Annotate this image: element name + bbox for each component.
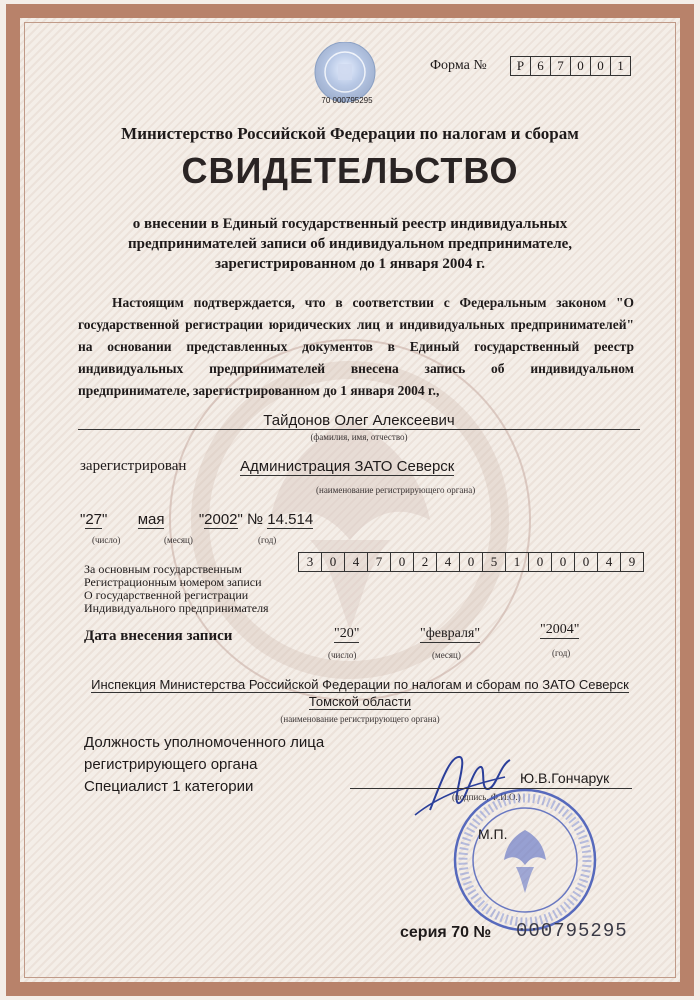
inspection-name — [80, 676, 640, 710]
digit-box: 0 — [390, 552, 413, 572]
hologram-number: 70 000795295 — [321, 96, 373, 105]
ogrnip-boxes — [298, 552, 644, 572]
digit-box: 7 — [367, 552, 390, 572]
digit-box: 4 — [436, 552, 459, 572]
signer-caption: (подпись, Ф.И.О.) — [452, 792, 521, 802]
entrepreneur-full-name: Тайдонов Олег Алексеевич — [78, 412, 640, 430]
digit-box: 0 — [551, 552, 574, 572]
subtitle-line: о внесении в Единый государственный реестр индивидуальных — [132, 216, 568, 232]
inspection-caption: (наименование регистрирующего органа) — [280, 714, 440, 724]
reg-number: 14.514 — [267, 511, 314, 528]
reg-day: 27 — [85, 511, 103, 528]
digit-box: 1 — [505, 552, 528, 572]
stamp-place-label: М.П. — [478, 826, 508, 842]
digit-box: 6 — [530, 56, 550, 76]
ogrnip-label-line: Регистрационным номером записи — [84, 575, 262, 589]
digit-box: 4 — [344, 552, 367, 572]
entry-caption-day: (число) — [328, 650, 357, 660]
number-sign: № — [247, 511, 264, 528]
entry-caption-year: (год) — [552, 648, 571, 658]
entry-year: "2004" — [540, 622, 580, 637]
registering-authority: Администрация ЗАТО Северск — [240, 458, 455, 475]
document-title: СВИДЕТЕЛЬСТВО — [181, 150, 519, 191]
position-line: Специалист 1 категории — [84, 778, 254, 795]
full-name-caption: (фамилия, имя, отчество) — [310, 432, 408, 442]
position-line: регистрирующего органа — [84, 756, 258, 773]
series-label: серия 70 № — [400, 924, 492, 941]
digit-box: 0 — [590, 56, 610, 76]
form-number-boxes — [510, 56, 631, 76]
entry-month: "февраля" — [420, 626, 481, 641]
series-number: 000795295 — [516, 920, 628, 942]
inspection-line: Томской области — [308, 694, 412, 709]
subtitle-line: предпринимателей записи об индивидуальном предпринимателе, — [127, 236, 573, 252]
digit-box: 3 — [298, 552, 321, 572]
registration-date-row: "27" мая "2002" № 14.514 — [80, 511, 314, 528]
caption-day: (число) — [92, 535, 121, 545]
ogrnip-label-line: За основным государственным — [84, 562, 242, 576]
form-label: Форма № — [430, 58, 487, 73]
subtitle-line: зарегистрированном до 1 января 2004 г. — [215, 256, 485, 272]
digit-box: 0 — [528, 552, 551, 572]
ogrnip-label — [84, 563, 269, 615]
registering-authority-caption: (наименование регистрирующего органа) — [316, 485, 476, 495]
signer-name: Ю.В.Гончарук — [520, 770, 610, 786]
official-position — [84, 732, 324, 798]
digit-box: 2 — [413, 552, 436, 572]
digit-box: 0 — [321, 552, 344, 572]
digit-box: 0 — [570, 56, 590, 76]
ogrnip-label-line: О государственной регистрации — [84, 588, 249, 602]
registered-label: зарегистрирован — [80, 458, 187, 474]
digit-box: 9 — [620, 552, 644, 572]
digit-box: 4 — [597, 552, 620, 572]
digit-box: 1 — [610, 56, 631, 76]
digit-box: 0 — [574, 552, 597, 572]
digit-box: 7 — [550, 56, 570, 76]
position-line: Должность уполномоченного лица — [84, 734, 325, 751]
inspection-line: Инспекция Министерства Российской Федерации по налогам и сборам по ЗАТО Северск — [91, 677, 629, 692]
ministry-name: Министерство Российской Федерации по налогам и сборам — [121, 124, 579, 143]
digit-box: 5 — [482, 552, 505, 572]
ogrnip-label-line: Индивидуального предпринимателя — [84, 601, 269, 615]
entry-day: "20" — [334, 626, 360, 641]
official-stamp — [450, 785, 600, 935]
digit-box: 0 — [459, 552, 482, 572]
entry-caption-month: (месяц) — [432, 650, 461, 660]
document-subtitle — [40, 214, 660, 274]
entry-date-label: Дата внесения записи — [84, 628, 233, 644]
reg-year: 2002 — [204, 511, 238, 528]
caption-month: (месяц) — [164, 535, 193, 545]
digit-box: Р — [510, 56, 530, 76]
reg-month: мая — [137, 511, 165, 528]
confirmation-paragraph: Настоящим подтверждается, что в соответствии с Федеральным законом "О государственной регистрации юридических лиц и индивидуальных предпринимателей" на основании представленных документов в Единый государственный реестр индивидуальных предпринимателей внесена запись об индивидуальном предпринимателе, зарегистрированном до 1 января 2004 г., — [78, 295, 634, 398]
caption-year: (год) — [258, 535, 277, 545]
